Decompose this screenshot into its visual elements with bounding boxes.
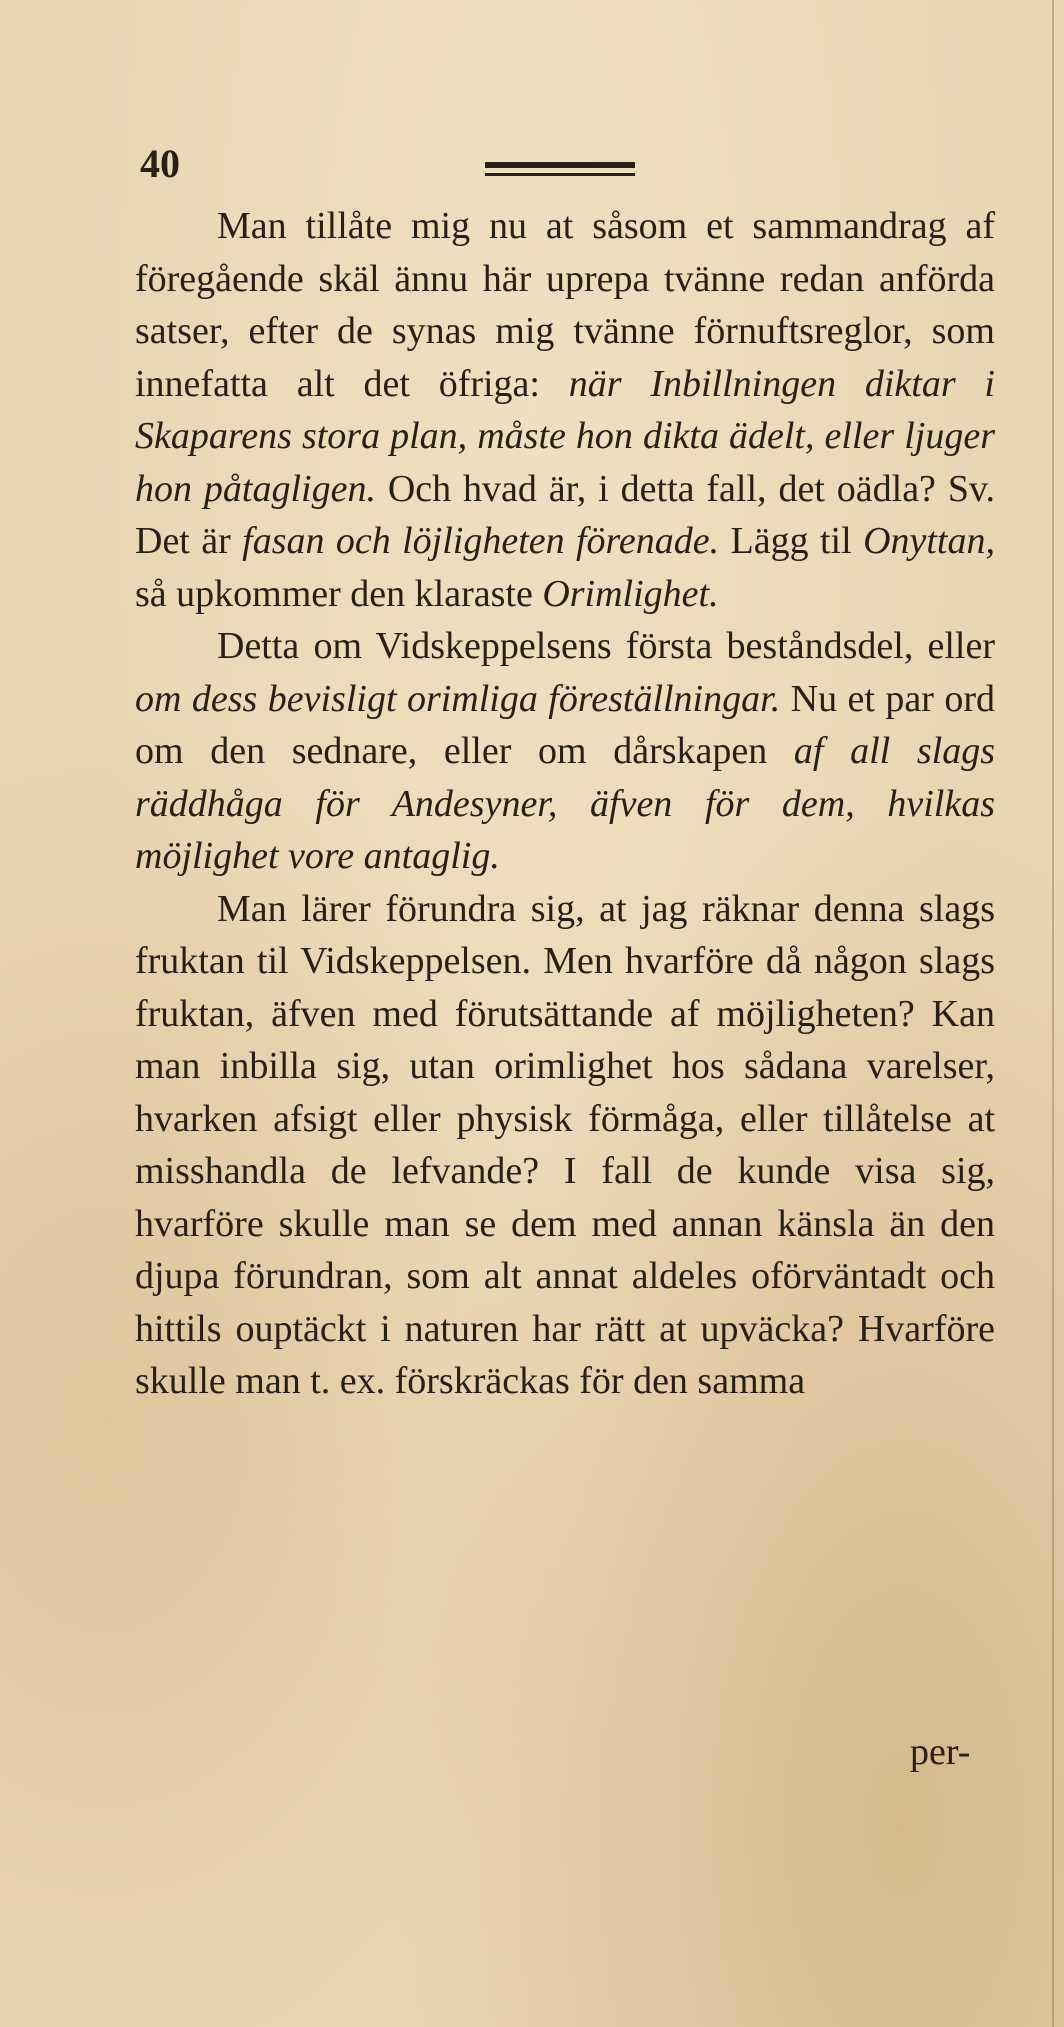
- text-segment: så upkommer den klaraste: [135, 572, 543, 615]
- paragraph: [135, 620, 995, 883]
- page-number: 40: [140, 141, 180, 186]
- text-segment: Nu et par ord om den sednare, eller om dårskapen: [135, 677, 996, 772]
- body-text: [135, 200, 995, 1408]
- paragraph: [135, 883, 995, 1408]
- header-rule: [485, 162, 635, 176]
- text-segment: Och hvad är, i detta fall, det oädla? Sv. Det är: [135, 467, 995, 562]
- page-edge: [1052, 0, 1054, 2027]
- paragraph: [135, 200, 995, 620]
- italic-text: om dess bevisligt orimliga föreställningar.: [135, 677, 781, 720]
- italic-text: Onyttan,: [863, 520, 995, 562]
- italic-text: fasan och löjligheten förenade.: [242, 520, 720, 562]
- text-segment: Man lärer förundra sig, at jag räknar denna slags fruktan til Vidskeppelsen. Men hvarföre då någon slags fruktan, äfven med förutsättande af möjligheten? Kan man inbilla sig, utan orimlighet hos sådana varelser, hvarken afsigt eller physisk förmåga, eller tillåtelse at misshandla de lefvande? I fall de kunde visa sig, hvarföre skulle man se dem med annan känsla än den djupa förundran, som alt annat aldeles oförväntadt och hittils ouptäckt i naturen har rätt at upväcka? Hvarföre skulle man t. ex. förskräckas för den samma: [135, 887, 995, 1402]
- text-segment: Detta om Vidskeppelsens första beståndsdel, eller: [217, 625, 995, 667]
- text-segment: Man tillåte mig nu at såsom et sammandrag af föregående skäl ännu här uprepa tvänne redan anförda satser, efter de synas mig tvänne förnuftsreglor, som innefatta alt det öfriga:: [135, 205, 995, 405]
- italic-text: Orimlighet.: [542, 572, 719, 615]
- catchword: per-: [910, 1731, 971, 1773]
- italic-text: när Inbillningen diktar i Skaparens stora plan, måste hon dikta ädelt, eller ljuger hon påtagligen.: [135, 362, 995, 510]
- text-segment: Lägg til: [719, 520, 864, 562]
- page-header: [140, 140, 930, 186]
- italic-text: af all slags räddhåga för Andesyner, äfven för dem, hvilkas möjlighet vore antaglig.: [135, 730, 995, 877]
